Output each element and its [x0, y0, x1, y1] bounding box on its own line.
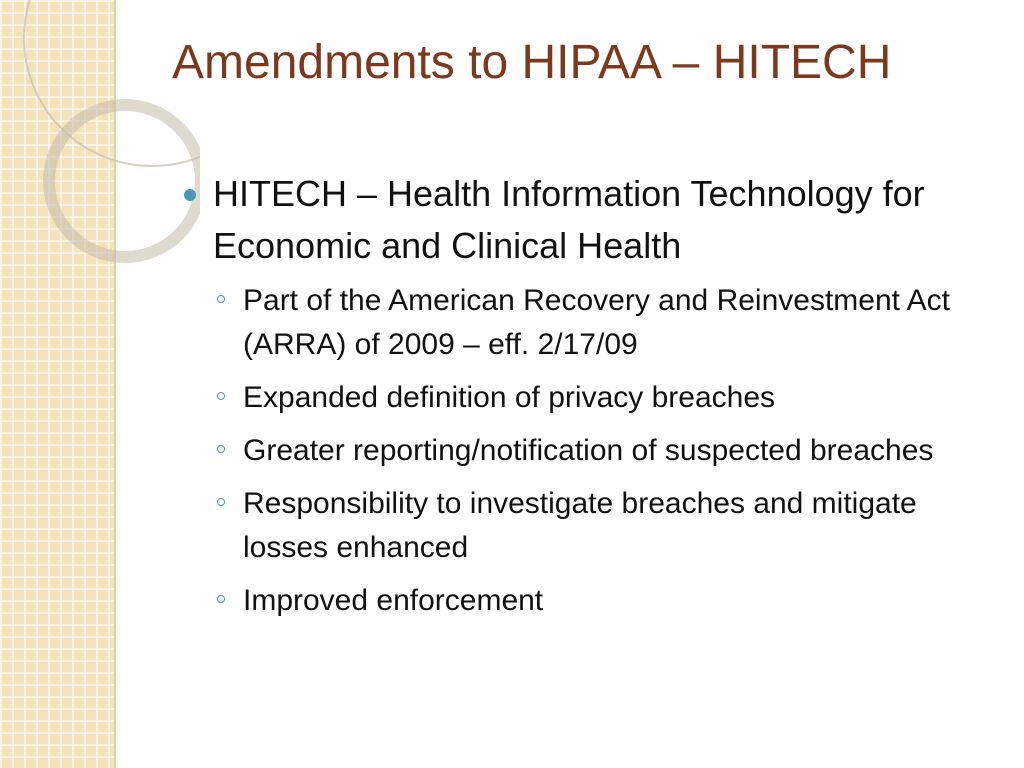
bullet-dot-icon [184, 189, 196, 201]
sub-bullet-text: Greater reporting/notification of suspected breaches [243, 434, 934, 467]
sub-bullet-item [213, 579, 984, 623]
bullet-item [184, 168, 984, 272]
sub-bullet-ring-icon [217, 445, 225, 453]
sub-bullet-text: Improved enforcement [243, 584, 544, 617]
sub-bullet-ring-icon [217, 295, 225, 303]
sub-bullet-item [213, 482, 984, 570]
sub-bullet-text: Expanded definition of privacy breaches [243, 381, 776, 414]
slide-title: Amendments to HIPAA – HITECH [172, 36, 892, 89]
sub-bullet-ring-icon [217, 595, 225, 603]
sub-bullet-text: Part of the American Recovery and Reinvestment Act (ARRA) of 2009 – eff. 2/17/09 [243, 284, 951, 361]
sub-bullet-item [213, 429, 984, 473]
sub-bullet-item [213, 376, 984, 420]
sub-bullet-ring-icon [217, 498, 225, 506]
sub-bullet-ring-icon [217, 392, 225, 400]
bullet-text: HITECH – Health Information Technology for Economic and Clinical Health [213, 173, 925, 266]
sub-bullet-text: Responsibility to investigate breaches and mitigate losses enhanced [243, 487, 917, 564]
sub-bullet-item [213, 279, 984, 367]
decorative-circle-ring [49, 105, 200, 257]
decorative-circles [0, 0, 200, 300]
slide-content [184, 168, 984, 623]
